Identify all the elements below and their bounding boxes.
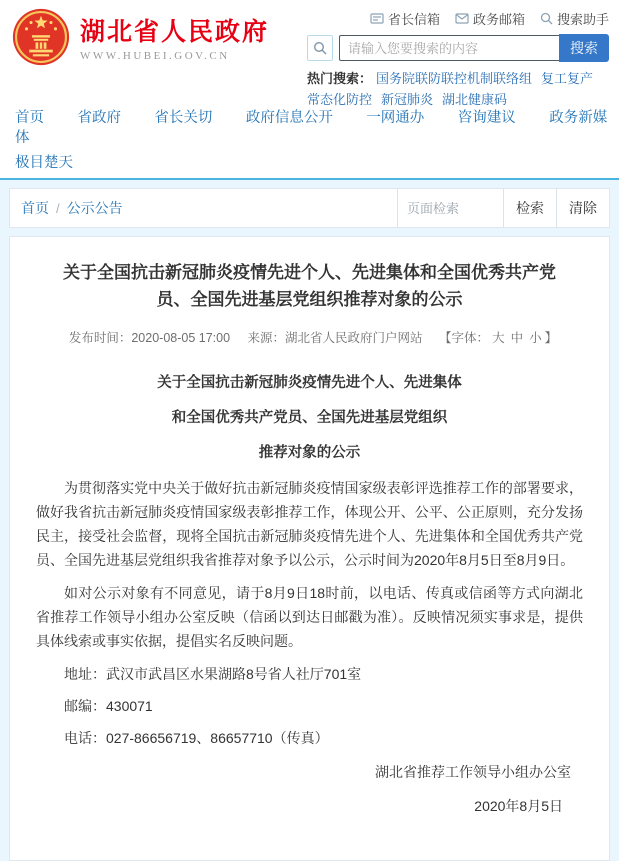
gov-email-link[interactable]: 政务邮箱 xyxy=(455,9,525,28)
nav-item-provincial-gov[interactable]: 省政府 xyxy=(77,110,121,126)
search-icon xyxy=(307,35,333,61)
nav-item-consultation[interactable]: 咨询建议 xyxy=(457,110,516,126)
national-emblem-icon xyxy=(12,8,70,66)
doc-heading-line: 关于全国抗击新冠肺炎疫情先进个人、先进集体 xyxy=(157,375,462,391)
paragraph: 为贯彻落实党中央关于做好抗击新冠肺炎疫情国家级表彰评选推荐工作的部署要求，做好我省抗击新冠肺炎疫情国家级表彰推荐工作，体现公开、公平、公正原则，充分发扬民主，接受社会监督，现将全国抗击新冠肺炎疫情先进个人、先进集体和全国优秀共产党员、全国先进基层党组织我省推荐对象予以公示，公示时间为2020年8月5日至8月9日。 xyxy=(36,480,583,568)
site-title: 湖北省人民政府 xyxy=(80,18,270,46)
font-size-control: 【字体： 大 中 小 】 xyxy=(439,331,558,345)
hot-search-link[interactable]: 常态化防控 xyxy=(307,92,373,107)
site-search xyxy=(307,34,609,62)
search-input[interactable] xyxy=(339,35,559,61)
hot-search-link[interactable]: 国务院联防联控机制联络组 xyxy=(376,71,533,86)
utility-links xyxy=(307,6,609,26)
breadcrumb-home[interactable]: 首页 xyxy=(21,200,49,216)
contact-address: 地址：武汉市武昌区水果湖路8号省人社厅701室 xyxy=(64,666,362,682)
site-header xyxy=(0,0,619,107)
hot-search-link[interactable]: 湖北健康码 xyxy=(442,92,508,107)
hot-search-link[interactable]: 复工复产 xyxy=(541,71,594,86)
hot-search-link[interactable]: 新冠肺炎 xyxy=(381,92,434,107)
search-helper-link[interactable]: 搜索助手 xyxy=(540,9,609,28)
font-size-medium[interactable]: 中 xyxy=(510,331,524,345)
nav-item-one-network[interactable]: 一网通办 xyxy=(366,110,425,126)
article xyxy=(9,236,610,861)
page-search-clear-button[interactable]: 清除 xyxy=(556,189,609,227)
contact-postcode: 邮编：430071 xyxy=(64,698,153,714)
nav-item-governor-concerns[interactable]: 省长关切 xyxy=(154,110,213,126)
nav-item-info-disclosure[interactable]: 政府信息公开 xyxy=(245,110,333,126)
governor-mailbox-link[interactable]: 省长信箱 xyxy=(370,9,440,28)
hot-search-label: 热门搜索： xyxy=(307,71,373,86)
article-body xyxy=(36,371,583,816)
nav-item-home[interactable]: 首页 xyxy=(15,110,44,126)
signature-date: 2020年8月5日 xyxy=(474,798,563,814)
site-url: WWW.HUBEI.GOV.CN xyxy=(80,50,230,62)
article-title: 关于全国抗击新冠肺炎疫情先进个人、先进集体和全国优秀共产党员、全国先进基层党组织推荐对象的公示 xyxy=(63,263,556,309)
contact-phone: 电话：027-86656719、86657710（传真） xyxy=(64,730,329,746)
doc-heading-line: 和全国优秀共产党员、全国先进基层党组织 xyxy=(171,410,448,426)
font-size-large[interactable]: 大 xyxy=(492,331,505,345)
main-content xyxy=(0,180,619,861)
breadcrumb-current[interactable]: 公示公告 xyxy=(66,200,123,216)
signature: 湖北省推荐工作领导小组办公室 xyxy=(375,764,571,780)
search-helper-icon xyxy=(540,12,553,25)
search-button[interactable]: 搜索 xyxy=(559,34,609,62)
article-source: 来源：湖北省人民政府门户网站 xyxy=(247,331,423,345)
publish-time: 发布时间：2020-08-05 17:00 xyxy=(68,331,231,345)
article-meta xyxy=(36,328,583,346)
breadcrumb-separator: / xyxy=(56,200,60,216)
page-search-input[interactable] xyxy=(397,189,503,227)
envelope-icon xyxy=(455,13,469,24)
doc-heading-line: 推荐对象的公示 xyxy=(258,445,361,461)
nav-item-new-media[interactable]: 政务新媒体 xyxy=(15,110,608,146)
hot-search xyxy=(307,68,609,110)
breadcrumb xyxy=(9,188,610,228)
site-logo[interactable] xyxy=(12,6,269,101)
nav-item-jimu-chutian[interactable]: 极目楚天 xyxy=(15,155,73,171)
font-size-small[interactable]: 小 xyxy=(529,331,542,345)
paragraph: 如对公示对象有不同意见，请于8月9日18时前，以电话、传真或信函等方式向湖北省推荐工作领导小组办公室反映（信函以到达日邮戳为准）。反映情况须实事求是，提供具体线索或事实依据，提倡实名反映问题。 xyxy=(36,585,583,649)
mailbox-icon xyxy=(370,13,384,25)
page-search xyxy=(397,189,609,227)
main-nav xyxy=(0,101,619,180)
page-search-button[interactable]: 检索 xyxy=(503,189,556,227)
